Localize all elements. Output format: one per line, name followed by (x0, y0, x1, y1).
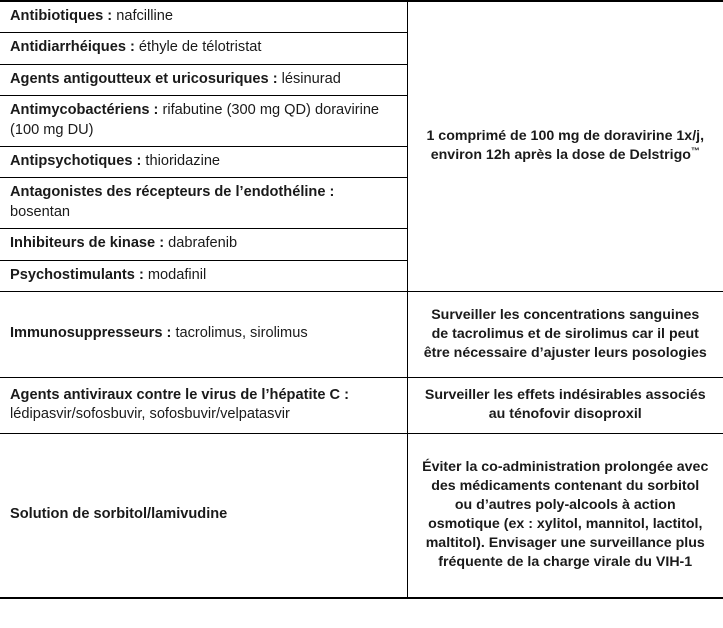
drug-class-entry (0, 96, 407, 146)
drug-class-term: Antibiotiques : (10, 8, 113, 24)
table-cell-drug-class (0, 96, 407, 147)
recommendation-text-doravirine (408, 119, 723, 174)
table-cell-recommendation (407, 292, 723, 378)
recommendation-text-immunosuppressants (408, 298, 723, 372)
drug-class-term: Immunosuppresseurs : (10, 325, 172, 342)
drug-class-agents: éthyle de télotristat (134, 39, 262, 56)
table-cell-drug-class (0, 260, 407, 291)
recommendation-text-hcv (408, 378, 723, 433)
recommendation-text-sorbitol (408, 450, 723, 581)
recommendation-line: Surveiller les concentrations sanguines de tacrolimus et de sirolimus car il peut être nécessaire d’ajuster leurs posologies (423, 306, 707, 361)
drug-class-entry (0, 229, 407, 259)
drug-class-entry (0, 33, 407, 63)
drug-class-entry (0, 2, 407, 32)
drug-class-entry (0, 500, 407, 530)
drug-class-entry (0, 261, 407, 291)
drug-class-entry (0, 319, 407, 349)
drug-class-term: Antagonistes des récepteurs de l’endothéline : (10, 184, 335, 201)
table-cell-drug-class (0, 33, 407, 64)
table-cell-drug-class (0, 378, 407, 434)
drug-class-entry (0, 178, 407, 228)
table-cell-recommendation (407, 434, 723, 598)
table-cell-drug-class (0, 147, 407, 178)
drug-class-agents: dabrafenib (164, 235, 238, 252)
table-cell-drug-class (0, 64, 407, 95)
drug-class-entry (0, 147, 407, 177)
drug-class-term: Antimycobactériens : (10, 102, 159, 119)
drug-class-term: Antidiarrhéiques : (10, 39, 135, 56)
drug-class-term: Agents antigoutteux et uricosuriques : (10, 70, 278, 87)
drug-class-term: Antipsychotiques : (10, 153, 142, 170)
table-row (0, 1, 723, 33)
table-cell-drug-class (0, 434, 407, 598)
recommendation-line: Surveiller les effets indésirables associés au ténofovir disoproxil (424, 387, 706, 423)
table-row (0, 292, 723, 378)
table-cell-drug-class (0, 1, 407, 33)
table-cell-recommendation (407, 378, 723, 434)
drug-class-term: Solution de sorbitol/lamivudine (10, 506, 228, 523)
drug-class-agents: lédipasvir/sofosbuvir, sofosbuvir/velpatasvir (10, 406, 290, 423)
recommendation-line: 1 comprimé de 100 mg de doravirine 1x/j, environ 12h après la dose de Delstrigo™ (426, 128, 705, 164)
drug-class-agents: lésinurad (277, 70, 341, 87)
table-row (0, 434, 723, 598)
drug-class-entry (0, 381, 407, 431)
drug-class-term: Inhibiteurs de kinase : (10, 235, 165, 252)
table-cell-recommendation (407, 1, 723, 292)
drug-class-term: Agents antiviraux contre le virus de l’hépatite C : (10, 386, 349, 403)
drug-class-agents: thioridazine (141, 153, 221, 170)
drug-class-agents: modafinil (143, 266, 207, 283)
recommendation-line: Éviter la co-administration prolongée avec des médicaments contenant du sorbitol ou d’autres poly-alcools à action osmotique (ex : xylitol, mannitol, lactitol, maltitol). Envisager une surveillance plus fréquente de la charge virale du VIH-1 (422, 458, 709, 570)
drug-class-agents: rifabutine (300 mg QD) doravirine (100 mg DU) (10, 102, 380, 138)
table-row (0, 378, 723, 434)
drug-class-agents: bosentan (10, 203, 71, 220)
table-cell-drug-class (0, 292, 407, 378)
drug-class-agents: nafcilline (112, 8, 173, 24)
drug-class-entry (0, 65, 407, 95)
table-cell-drug-class (0, 178, 407, 229)
table-cell-drug-class (0, 229, 407, 260)
drug-class-agents: tacrolimus, sirolimus (171, 325, 308, 342)
drug-class-term: Psychostimulants : (10, 266, 144, 283)
